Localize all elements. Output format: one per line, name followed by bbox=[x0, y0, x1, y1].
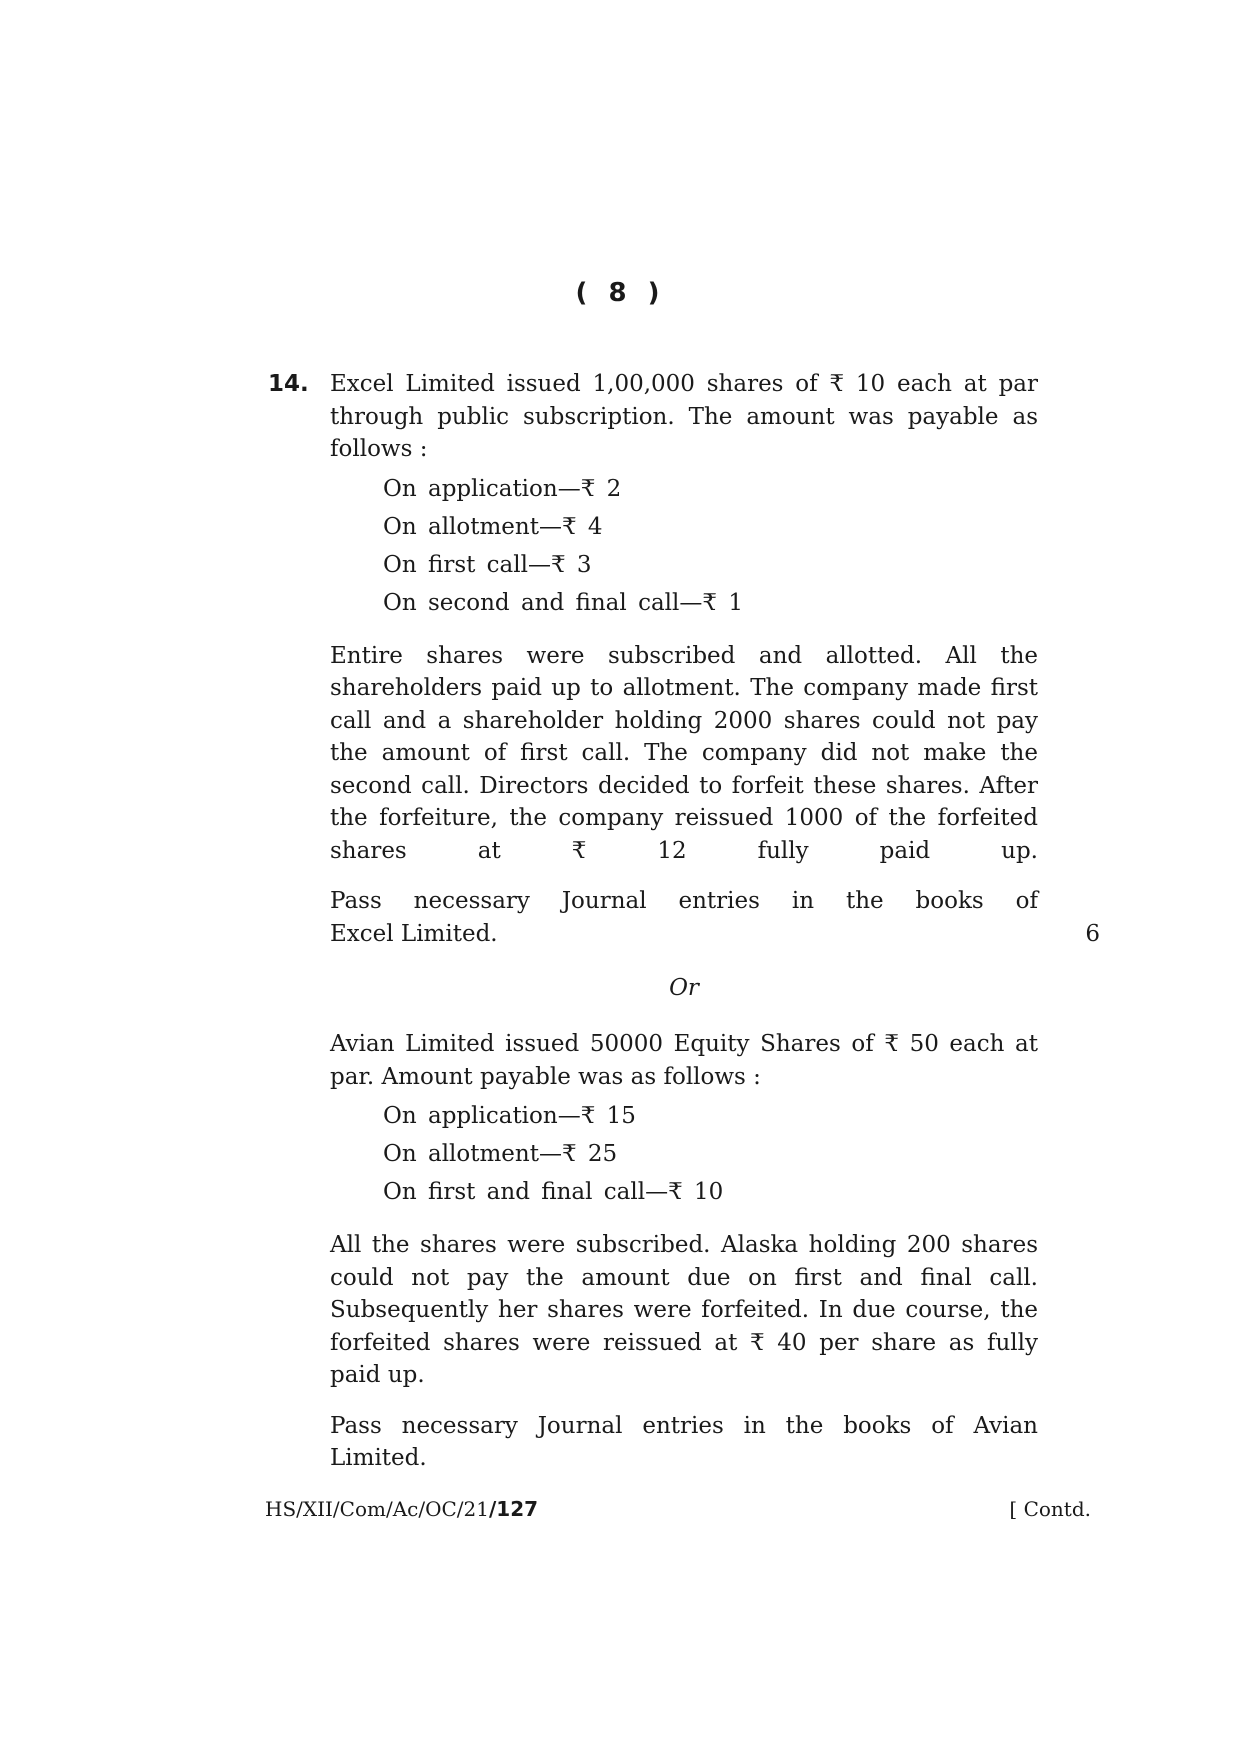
question-body bbox=[330, 368, 1100, 1475]
part-b-instruction: Pass necessary Journal entries in the books of Avian Limited. bbox=[330, 1412, 1038, 1471]
paper-code-suffix: /127 bbox=[488, 1497, 539, 1521]
part-b-payment-schedule bbox=[383, 1097, 1038, 1211]
payment-item: On allotment—₹ 25 bbox=[383, 1141, 618, 1167]
or-separator: Or bbox=[669, 975, 699, 1001]
part-a-instruction-line2: Excel Limited. bbox=[330, 920, 498, 947]
marks: 6 bbox=[1085, 920, 1100, 947]
payment-item: On allotment—₹ 4 bbox=[383, 513, 603, 540]
payment-item: On first and final call—₹ 10 bbox=[383, 1179, 724, 1205]
part-a-payment-schedule bbox=[383, 470, 1038, 622]
part-b-intro: Avian Limited issued 50000 Equity Shares of ₹ 50 each at par. Amount payable was as follows : bbox=[330, 1031, 1038, 1090]
paper-code bbox=[265, 1497, 538, 1521]
part-b-details: All the shares were subscribed. Alaska holding 200 shares could not pay the amount due on first and final call. Subsequently her shares were forfeited. In due course, the forfeited shares were reissued at ₹ 40 per share as fully paid up. bbox=[330, 1232, 1038, 1388]
question-14 bbox=[268, 368, 1100, 1475]
part-a-instruction-line1: Pass necessary Journal entries in the books of bbox=[330, 888, 1038, 914]
payment-item: On second and final call—₹ 1 bbox=[383, 589, 743, 616]
part-a-instruction bbox=[330, 885, 1100, 950]
paper-code-prefix: HS/XII/Com/Ac/OC/21 bbox=[265, 1497, 489, 1521]
payment-item: On application—₹ 15 bbox=[383, 1103, 636, 1129]
part-a-details: Entire shares were subscribed and allotted. All the shareholders paid up to allotment. The company made first call and a shareholder holding 2000 shares could not pay the amount of first call. The company did not make the second call. Directors decided to forfeit these shares. After the forfeiture, the company reissued 1000 of the forfeited shares at ₹ 12 fully paid up. bbox=[330, 642, 1038, 864]
payment-item: On application—₹ 2 bbox=[383, 475, 622, 502]
part-a-intro: Excel Limited issued 1,00,000 shares of ₹ 10 each at par through public subscription. The amount was payable as follows : bbox=[330, 371, 1038, 462]
payment-item: On first call—₹ 3 bbox=[383, 551, 592, 578]
question-number: 14. bbox=[268, 371, 309, 397]
page-number: ( 8 ) bbox=[575, 278, 666, 308]
continued-label: [ Contd. bbox=[1009, 1497, 1091, 1521]
